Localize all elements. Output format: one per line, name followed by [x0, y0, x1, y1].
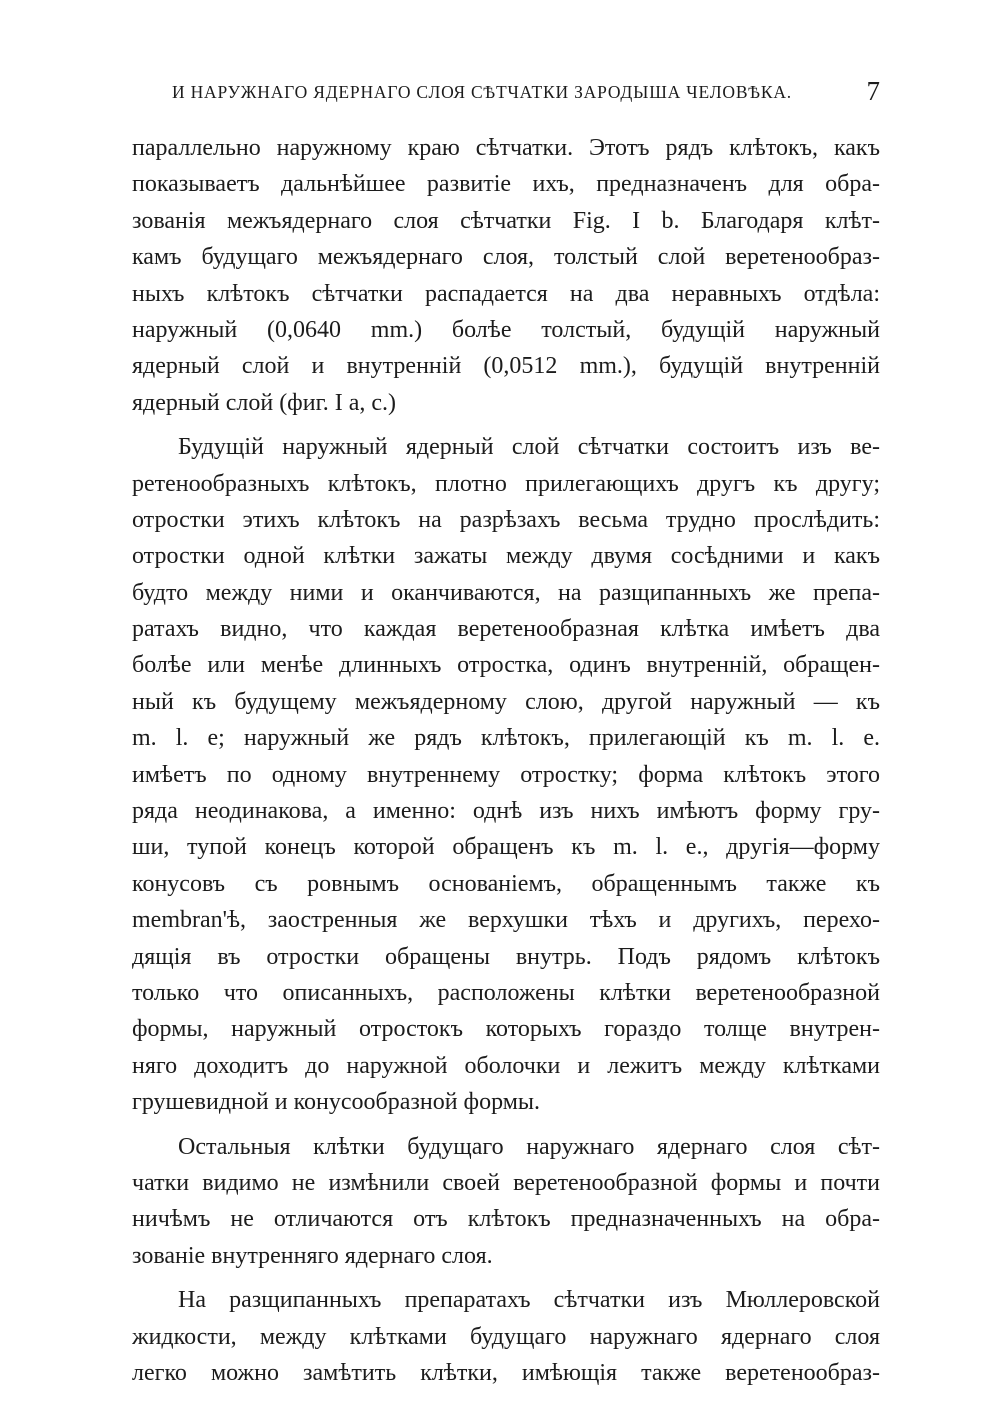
text-line: ядерный слой и внутренній (0,0512 mm.), будущій внутренній — [132, 353, 880, 380]
text-line: зованія межъядернаго слоя сѣтчатки Fig. I b. Благодаря клѣт- — [132, 207, 880, 234]
paragraph — [132, 1282, 880, 1391]
text-line: будто между ними и оканчиваются, на разщипанныхъ же препа- — [132, 579, 880, 606]
text-line: membran'ѣ, заостренныя же верхушки тѣхъ и другихъ, перехо- — [132, 907, 880, 934]
text-line: только что описанныхъ, расположены клѣтки веретенообразной — [132, 979, 880, 1006]
text-line: Будущій наружный ядерный слой сѣтчатки состоитъ изъ ве- — [178, 434, 880, 461]
text-line: На разщипанныхъ препаратахъ сѣтчатки изъ Мюллеровской — [178, 1287, 880, 1314]
text-line: няго доходитъ до наружной оболочки и лежитъ между клѣтками — [132, 1052, 880, 1079]
page-header — [132, 78, 880, 108]
text-line: ратахъ видно, что каждая веретенообразная клѣтка имѣетъ два — [132, 616, 880, 643]
text-line: камъ будущаго межъядернаго слоя, толстый слой веретенообраз- — [132, 244, 880, 271]
text-line: грушевидной и конусообразной формы. — [132, 1089, 541, 1116]
paragraph — [132, 130, 880, 421]
paragraph — [132, 1129, 880, 1275]
text-line: дящія въ отростки обращены внутрь. Подъ рядомъ клѣтокъ — [132, 943, 880, 970]
paragraph-gap — [132, 1121, 880, 1129]
text-line: наружный (0,0640 mm.) болѣе толстый, будущій наружный — [132, 316, 880, 343]
text-line: ный къ будущему межъядерному слою, другой наружный — къ — [132, 688, 880, 715]
text-line: ядерный слой (фиг. I a, c.) — [132, 389, 396, 416]
text-line: жидкости, между клѣтками будущаго наружнаго ядернаго слоя — [132, 1323, 880, 1350]
text-line: показываетъ дальнѣйшее развитіе ихъ, предназначенъ для обра- — [132, 171, 880, 198]
text-line: ши, тупой конецъ которой обращенъ къ m. l. e., другія—форму — [132, 834, 880, 861]
page-number: 7 — [866, 76, 880, 106]
paragraph-gap — [132, 421, 880, 429]
text-line: ныхъ клѣтокъ сѣтчатки распадается на два неравныхъ отдѣла: — [132, 280, 880, 307]
text-line: легко можно замѣтить клѣтки, имѣющія также веретенообраз- — [132, 1359, 880, 1386]
text-line: параллельно наружному краю сѣтчатки. Этотъ рядъ клѣтокъ, какъ — [132, 135, 880, 161]
text-line: отростки этихъ клѣтокъ на разрѣзахъ весьма трудно прослѣдить: — [132, 506, 880, 533]
text-line: конусовъ съ ровнымъ основаніемъ, обращеннымъ также къ — [132, 870, 880, 897]
paragraph — [132, 429, 880, 1120]
text-line: ретенообразныхъ клѣтокъ, плотно прилегающихъ другъ къ другу; — [132, 470, 880, 497]
text-line: ряда неодинакова, а именно: однѣ изъ нихъ имѣютъ форму гру- — [132, 798, 880, 825]
running-title: И НАРУЖНАГО ЯДЕРНАГО СЛОЯ СѢТЧАТКИ ЗАРОДЫША ЧЕЛОВѢКА. — [172, 82, 792, 102]
text-line: отростки одной клѣтки зажаты между двумя сосѣдними и какъ — [132, 543, 880, 570]
paragraph-gap — [132, 1274, 880, 1282]
text-line: имѣетъ по одному внутреннему отростку; форма клѣтокъ этого — [132, 761, 880, 788]
text-line: чатки видимо не измѣнили своей веретенообразной формы и почти — [132, 1169, 880, 1196]
text-line: зованіе внутренняго ядернаго слоя. — [132, 1242, 493, 1269]
text-line: формы, наружный отростокъ которыхъ гораздо толще внутрен- — [132, 1016, 880, 1043]
text-line: Остальныя клѣтки будущаго наружнаго ядернаго слоя сѣт- — [178, 1133, 880, 1160]
text-line: ничѣмъ не отличаются отъ клѣтокъ предназначенныхъ на обра- — [132, 1206, 880, 1233]
text-line: m. l. e; наружный же рядъ клѣтокъ, прилегающій къ m. l. e. — [132, 725, 880, 752]
body-text — [132, 130, 880, 1391]
text-line: болѣе или менѣе длинныхъ отростка, одинъ внутренній, обращен- — [132, 652, 880, 679]
